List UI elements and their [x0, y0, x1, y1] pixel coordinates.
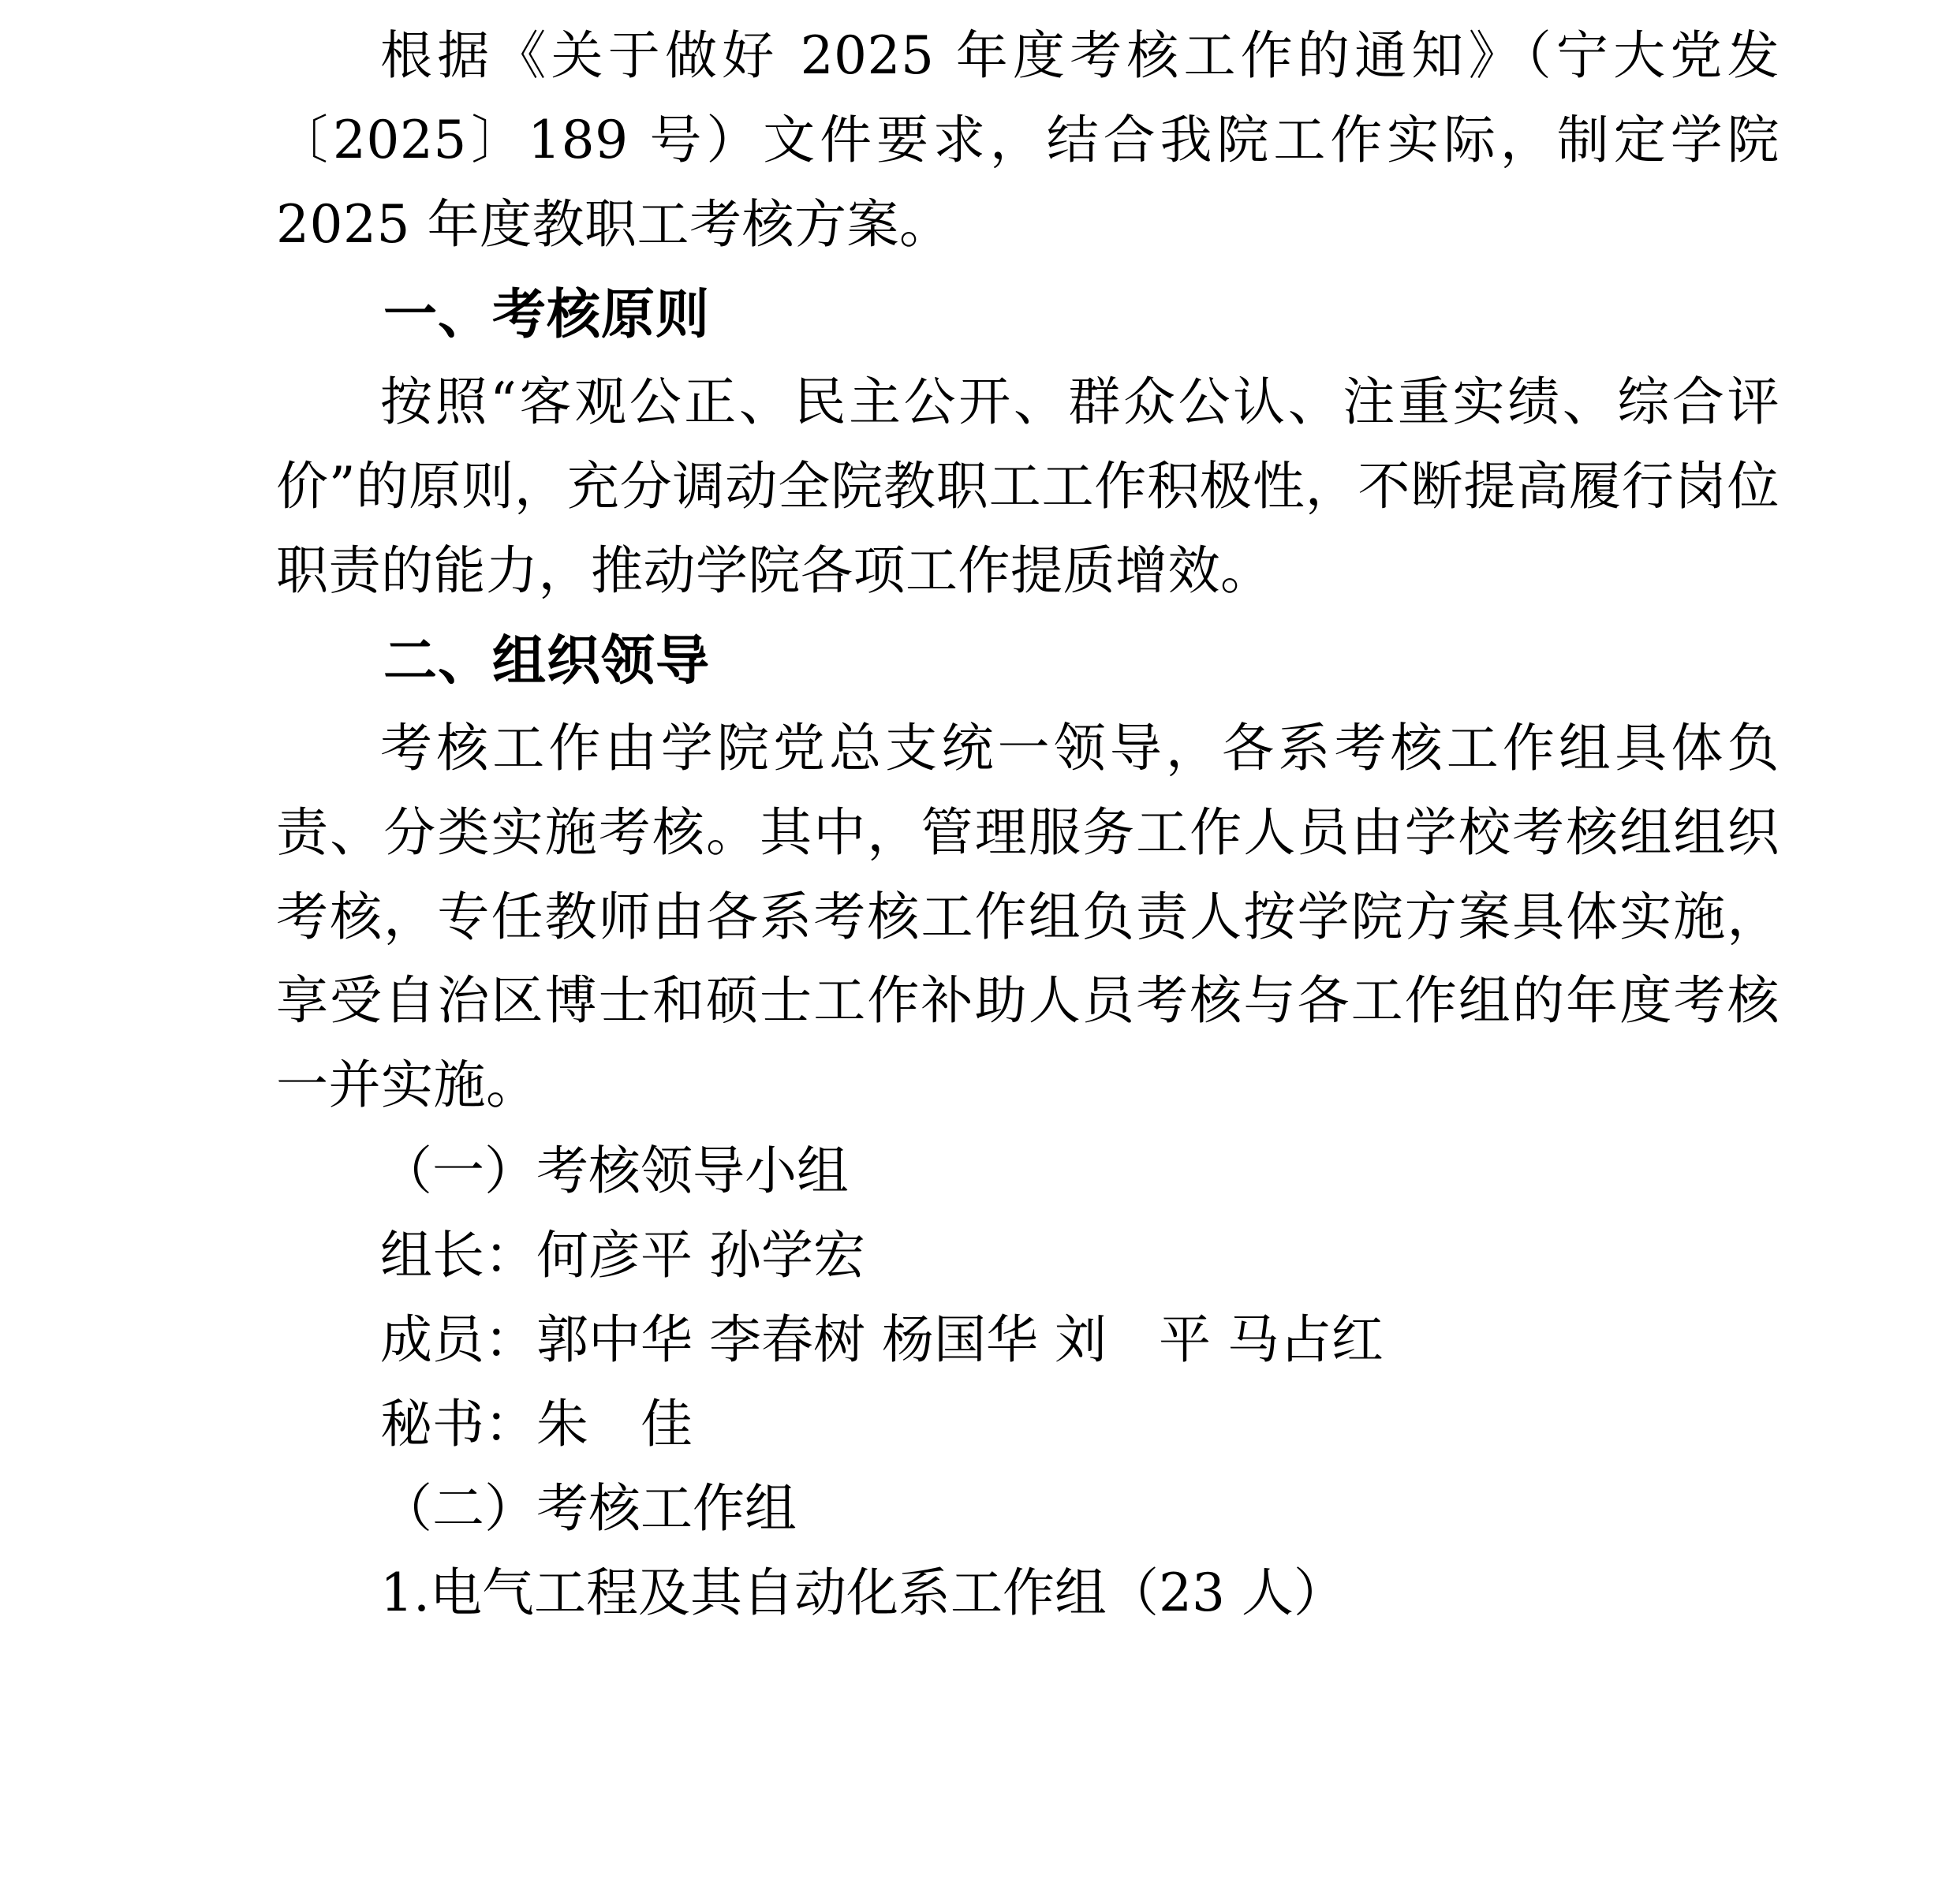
subsection-working-group: （二）考核工作组 [380, 1477, 797, 1539]
section-heading-two: 二、组织领导 [383, 629, 711, 693]
working-group-item-1: 1.电气工程及其自动化系工作组（23 人） [380, 1562, 1346, 1623]
section-heading-one: 一、考核原则 [383, 283, 711, 346]
subsection-leading-group: （一）考核领导小组 [380, 1141, 849, 1202]
intro-paragraph: 根据《关于做好 2025 年度考核工作的通知》（宁大党发〔2025〕189 号）文件要求，结合我院工作实际，制定学院 2025 年度教职工考核方案。 [276, 25, 1780, 255]
group-secretary-line: 秘书：朱 佳 [380, 1394, 693, 1454]
group-members-line: 成员：郭中华 李春树 杨国华 刘 平 马占红 [380, 1309, 1384, 1371]
principle-paragraph: 按照“客观公正、民主公开、群众公认、注重实绩、综合评价”的原则，充分调动全院教职工工作积极性，不断提高履行岗位职责的能力，推动学院各项工作提质增效。 [276, 371, 1780, 601]
organization-paragraph: 考核工作由学院党总支统一领导，各系考核工作组具体负责、分类实施考核。其中，管理服务工作人员由学校考核组组织考核，专任教师由各系考核工作组负责人按学院方案具体实施，享受自治区博士和硕士工作补助人员考核与各工作组的年度考核一并实施。 [276, 717, 1780, 1116]
group-leader-line: 组长：何彦平 孙学宏 [380, 1225, 865, 1286]
